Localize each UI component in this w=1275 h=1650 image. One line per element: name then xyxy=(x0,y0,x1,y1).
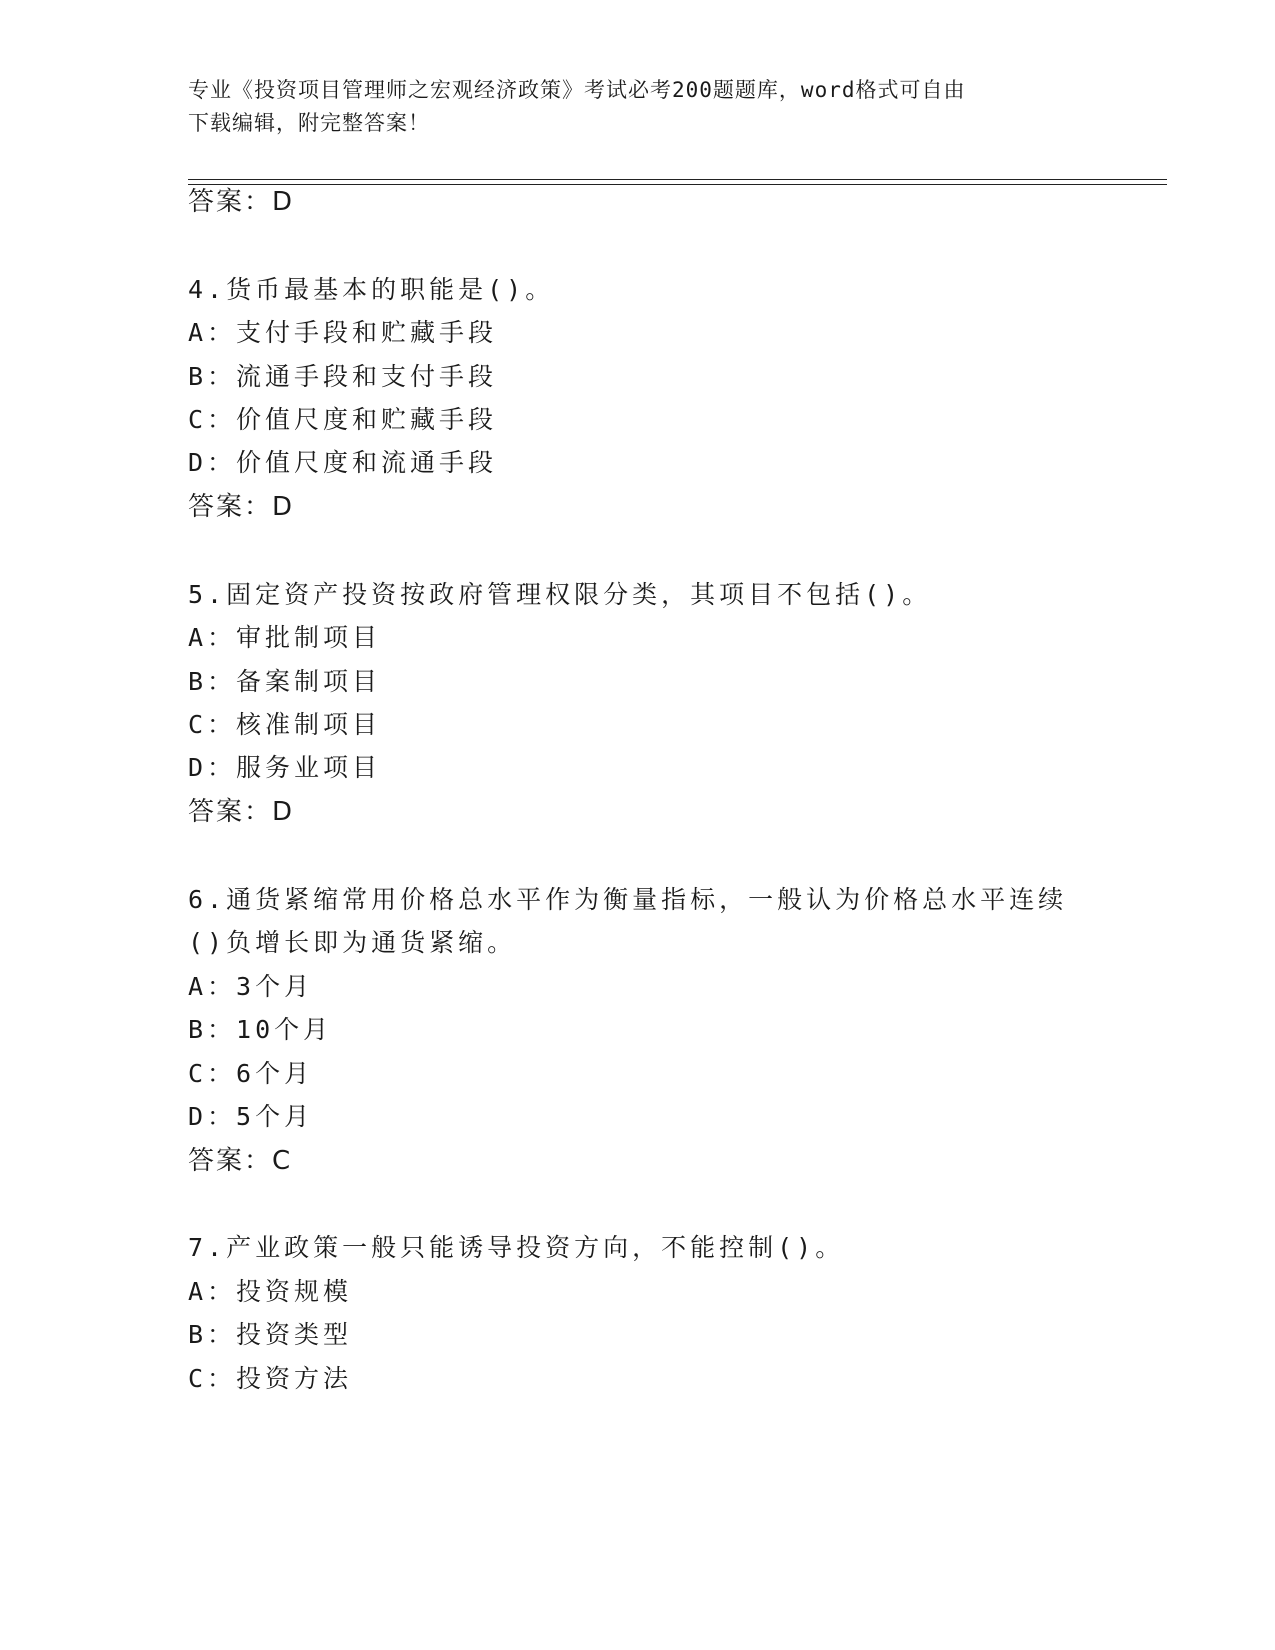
document-header xyxy=(188,74,1088,140)
question-stem-continued: ()负增长即为通货紧缩。 xyxy=(188,928,517,957)
option-c: C：核准制项目 xyxy=(188,710,382,739)
header-line-2: 下载编辑，附完整答案！ xyxy=(188,111,430,135)
option-b: B：10个月 xyxy=(188,1015,333,1044)
question-stem: 6.通货紧缩常用价格总水平作为衡量指标，一般认为价格总水平连续 xyxy=(188,885,1068,914)
answer-line: 答案：D xyxy=(188,797,295,827)
option-c: C：投资方法 xyxy=(188,1364,353,1393)
answer-line: 答案：C xyxy=(188,1146,293,1176)
option-c: C：价值尺度和贮藏手段 xyxy=(188,405,498,434)
option-a: A：3个月 xyxy=(188,972,314,1001)
answer-line: 答案：D xyxy=(188,187,295,217)
option-d: D：价值尺度和流通手段 xyxy=(188,448,498,477)
answer-line: 答案：D xyxy=(188,492,295,522)
header-line-1: 专业《投资项目管理师之宏观经济政策》考试必考200题题库，word格式可自由 xyxy=(188,78,966,102)
question-stem: 7.产业政策一般只能诱导投资方向，不能控制()。 xyxy=(188,1233,845,1262)
question-stem: 4.货币最基本的职能是()。 xyxy=(188,275,555,304)
option-c: C：6个月 xyxy=(188,1059,314,1088)
header-divider xyxy=(188,179,1167,185)
option-b: B：流通手段和支付手段 xyxy=(188,362,498,391)
option-b: B：备案制项目 xyxy=(188,667,382,696)
option-d: D：5个月 xyxy=(188,1102,314,1131)
option-a: A：支付手段和贮藏手段 xyxy=(188,318,498,347)
question-stem: 5.固定资产投资按政府管理权限分类，其项目不包括()。 xyxy=(188,580,932,609)
option-b: B：投资类型 xyxy=(188,1320,353,1349)
option-a: A：投资规模 xyxy=(188,1277,353,1306)
option-a: A：审批制项目 xyxy=(188,623,382,652)
option-d: D：服务业项目 xyxy=(188,753,382,782)
